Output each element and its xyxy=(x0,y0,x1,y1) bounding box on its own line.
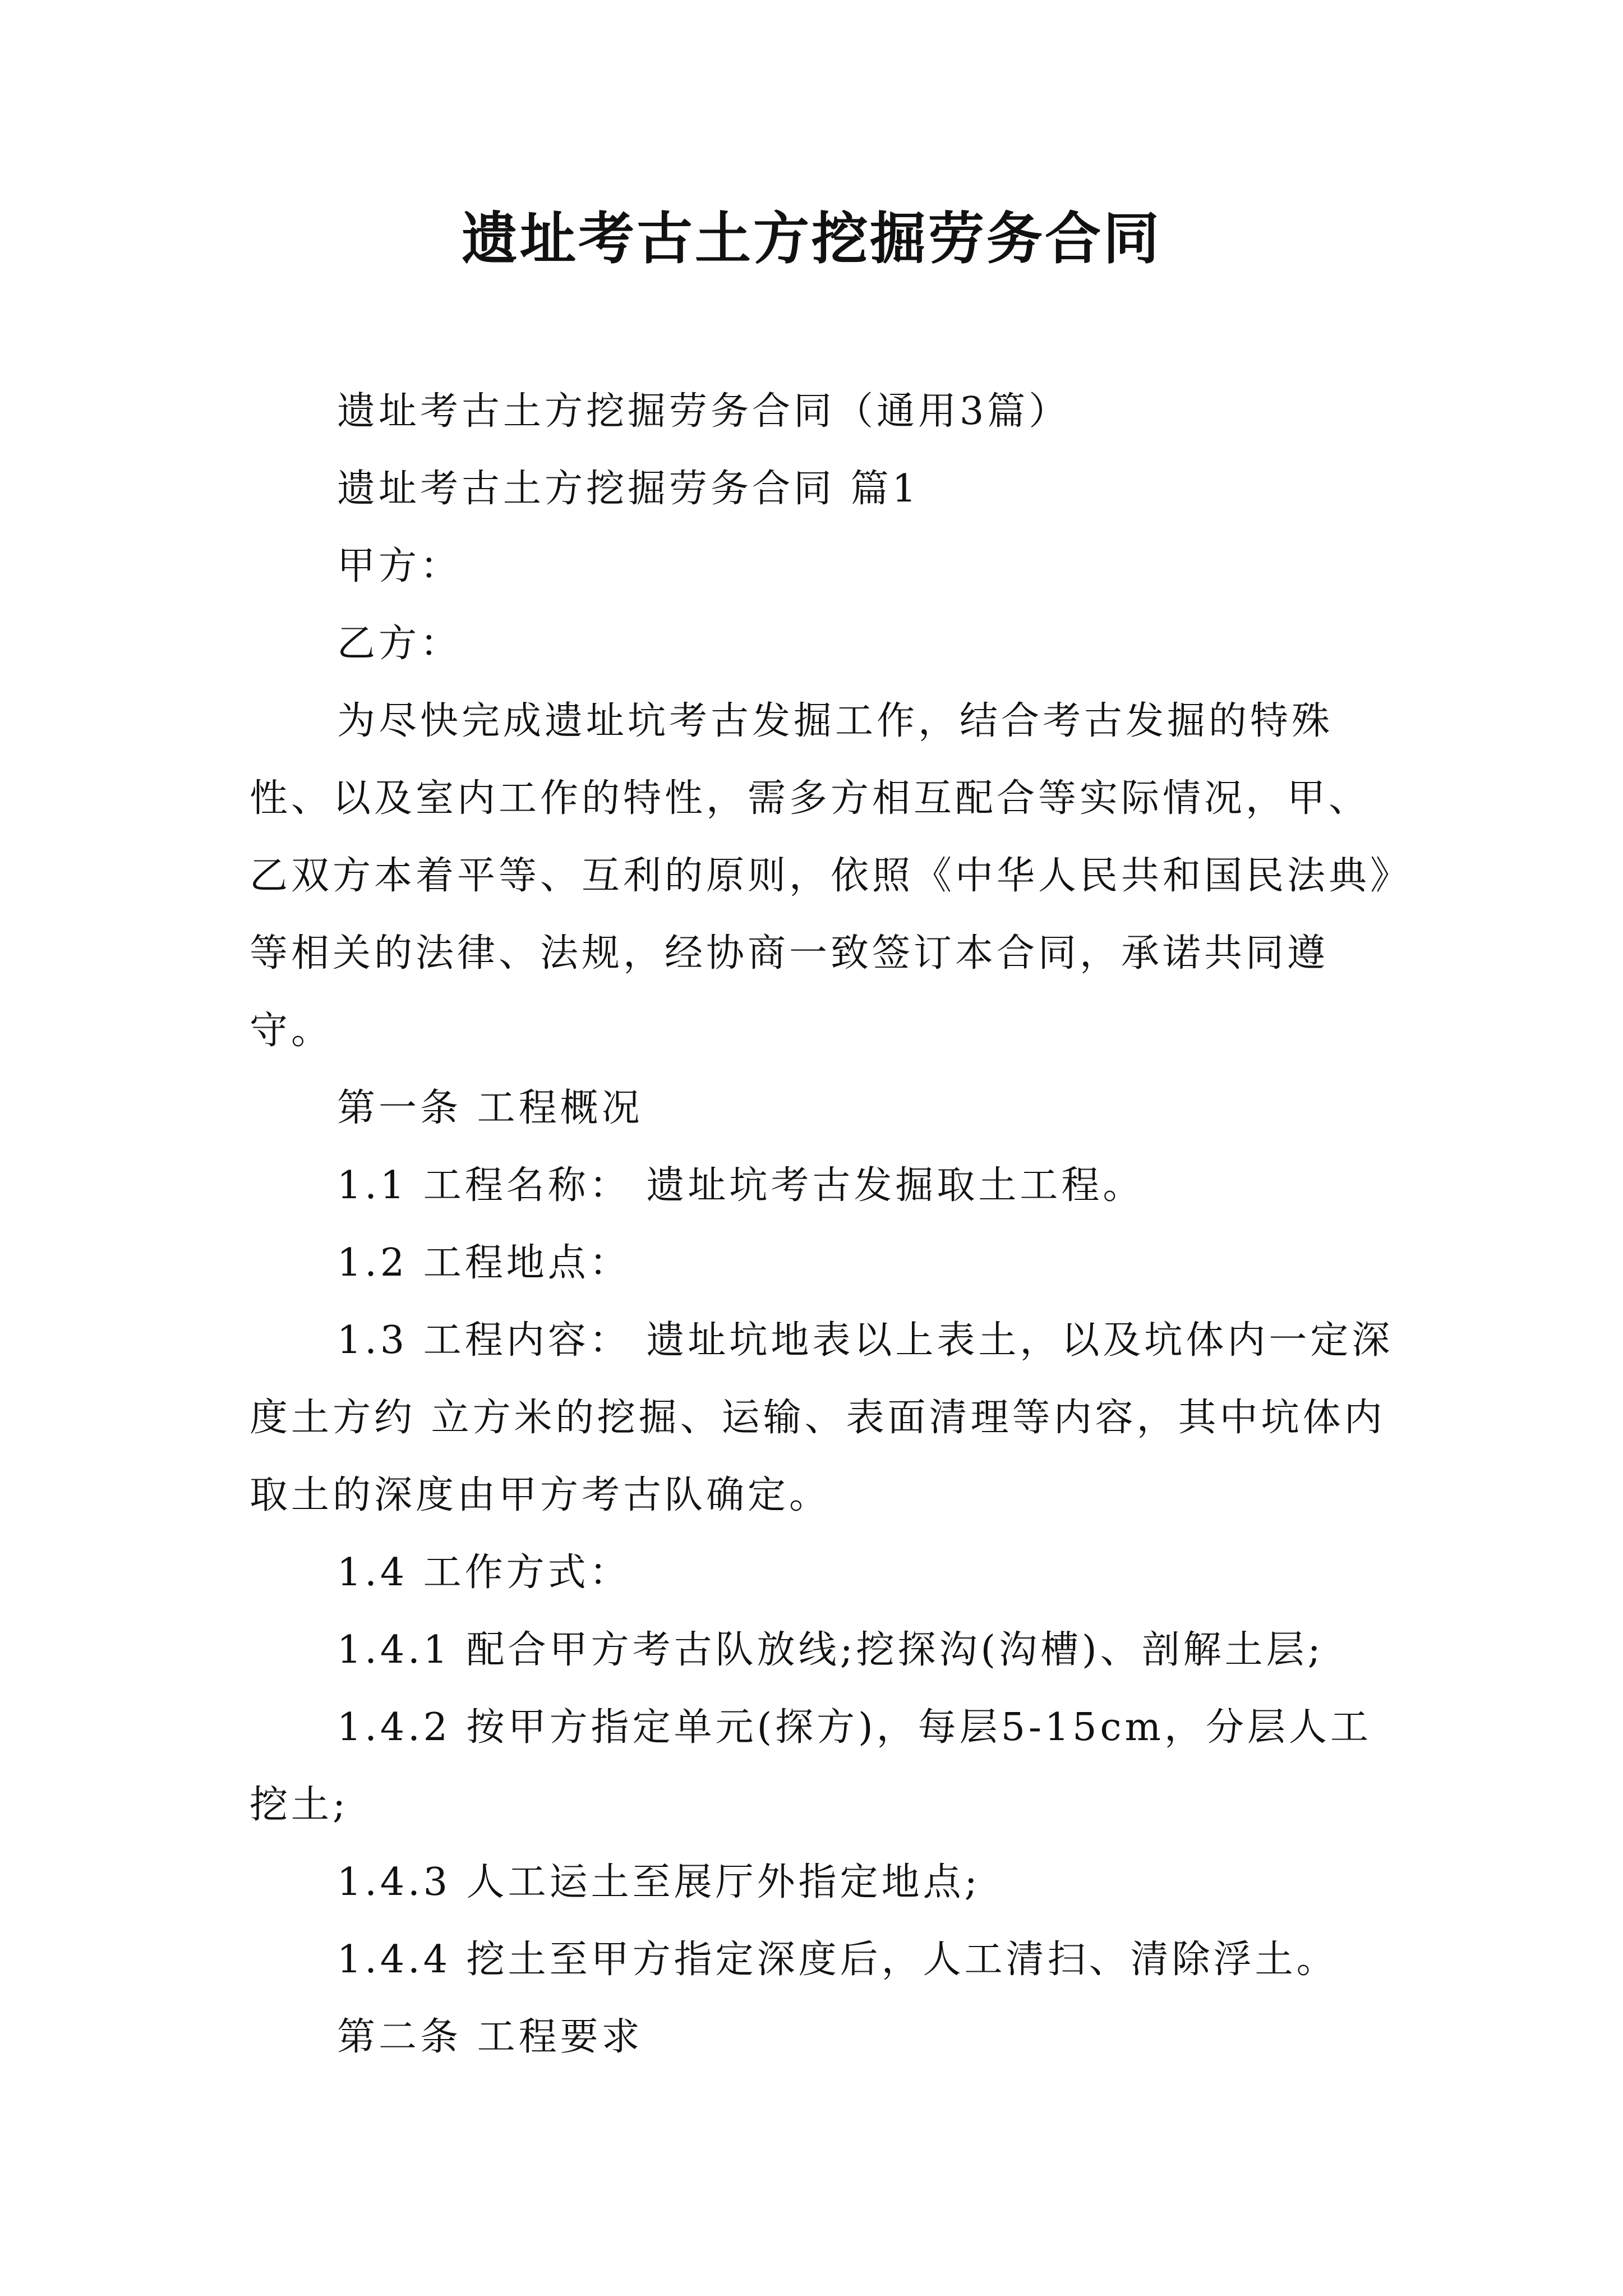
document-title: 遗址考古土方挖掘劳务合同 xyxy=(462,205,1161,272)
paragraph-subtitle: 遗址考古土方挖掘劳务合同（通用3篇） xyxy=(337,389,1071,434)
document-body xyxy=(250,373,1394,2076)
paragraph-party-b: 乙方： xyxy=(337,622,462,666)
paragraph-clause-1-4-1: 1.4.1 配合甲方考古队放线;挖探沟(沟槽)、剖解土层; xyxy=(337,1628,1324,1672)
paragraph-clause-1-4-2: 1.4.2 按甲方指定单元(探方)，每层5-15cm，分层人工挖土; xyxy=(250,1705,1372,1827)
paragraph-party-a: 甲方： xyxy=(337,544,462,588)
paragraph-preamble: 为尽快完成遗址坑考古发掘工作，结合考古发掘的特殊性、以及室内工作的特性，需多方相互配合等实际情况，甲、乙双方本着平等、互利的原则，依照《中华人民共和国民法典》等相关的法律、法规，经协商一致签订本合同，承诺共同遵守。 xyxy=(250,699,1393,1053)
paragraph-article-1-heading: 第一条 工程概况 xyxy=(337,1086,643,1130)
paragraph-clause-1-4-3: 1.4.3 人工运土至展厅外指定地点; xyxy=(337,1860,981,1904)
paragraph-clause-1-4-4: 1.4.4 挖土至甲方指定深度后，人工清扫、清除浮土。 xyxy=(337,1938,1338,1982)
paragraph-clause-1-4: 1.4 工作方式： xyxy=(337,1550,631,1595)
paragraph-clause-1-3: 1.3 工程内容： 遗址坑地表以上表土，以及坑体内一定深度土方约 立方米的挖掘、运输、表面清理等内容，其中坑体内取土的深度由甲方考古队确定。 xyxy=(250,1318,1394,1517)
paragraph-article-2-heading: 第二条 工程要求 xyxy=(337,2015,643,2059)
paragraph-clause-1-1: 1.1 工程名称： 遗址坑考古发掘取土工程。 xyxy=(337,1163,1145,1208)
paragraph-part-heading: 遗址考古土方挖掘劳务合同 篇1 xyxy=(337,467,920,511)
paragraph-clause-1-2: 1.2 工程地点： xyxy=(337,1241,631,1285)
